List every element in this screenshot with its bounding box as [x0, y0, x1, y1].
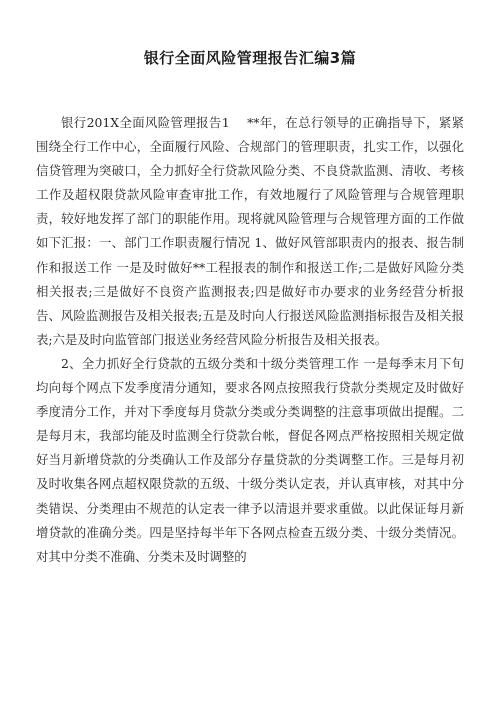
paragraph: 银行201X全面风险管理报告1 **年，在总行领导的正确指导下，紧紧围绕全行工作中心，全面履行风险、合规部门的管理职责，扎实工作，以强化信贷管理为突破口，全力抓好全行贷款风险分类、不良贷款监测、清收、考核工作及超权限贷款风险审查审批工作，有效地履行了风险管理与合规管理职责，较好地发挥了部门的职能作用。现将就风险管理与合规管理方面的工作做如下汇报：一、部门工作职责履行情况 1、做好风管部职责内的报表、报告制作和报送工作 一是及时做好**工程报表的制作和报送工作;二是做好风险分类相关报表;三是做好不良资产监测报表;四是做好市办要求的业务经营分析报告、风险监测报告及相关报表;五是及时向人行报送风险监测指标报告及相关报表;六是及时向监管部门报送业务经营风险分析报告及相关报表。: [36, 115, 464, 347]
document-title: 银行全面风险管理报告汇编3篇: [143, 49, 357, 67]
paragraph: 2、全力抓好全行贷款的五级分类和十级分类管理工作 一是每季末月下旬均向每个网点下发季度清分通知，要求各网点按照我行贷款分类规定及时做好季度清分工作，并对下季度每月贷款分类或分类调整的注意事项做出提醒。二是每月末，我部均能及时监测全行贷款台帐，督促各网点严格按照相关规定做好当月新增贷款的分类确认工作及部分存量贷款的分类调整工作。三是每月初及时收集各网点超权限贷款的五级、十级分类认定表，并认真审核，对其中分类错误、分类理由不规范的认定表一律予以清退并要求重做。以此保证每月新增贷款的准确分类。四是坚持每半年下各网点检查五级分类、十级分类情况。对其中分类不准确、分类未及时调整的: [36, 355, 464, 564]
document-body: [36, 111, 464, 569]
